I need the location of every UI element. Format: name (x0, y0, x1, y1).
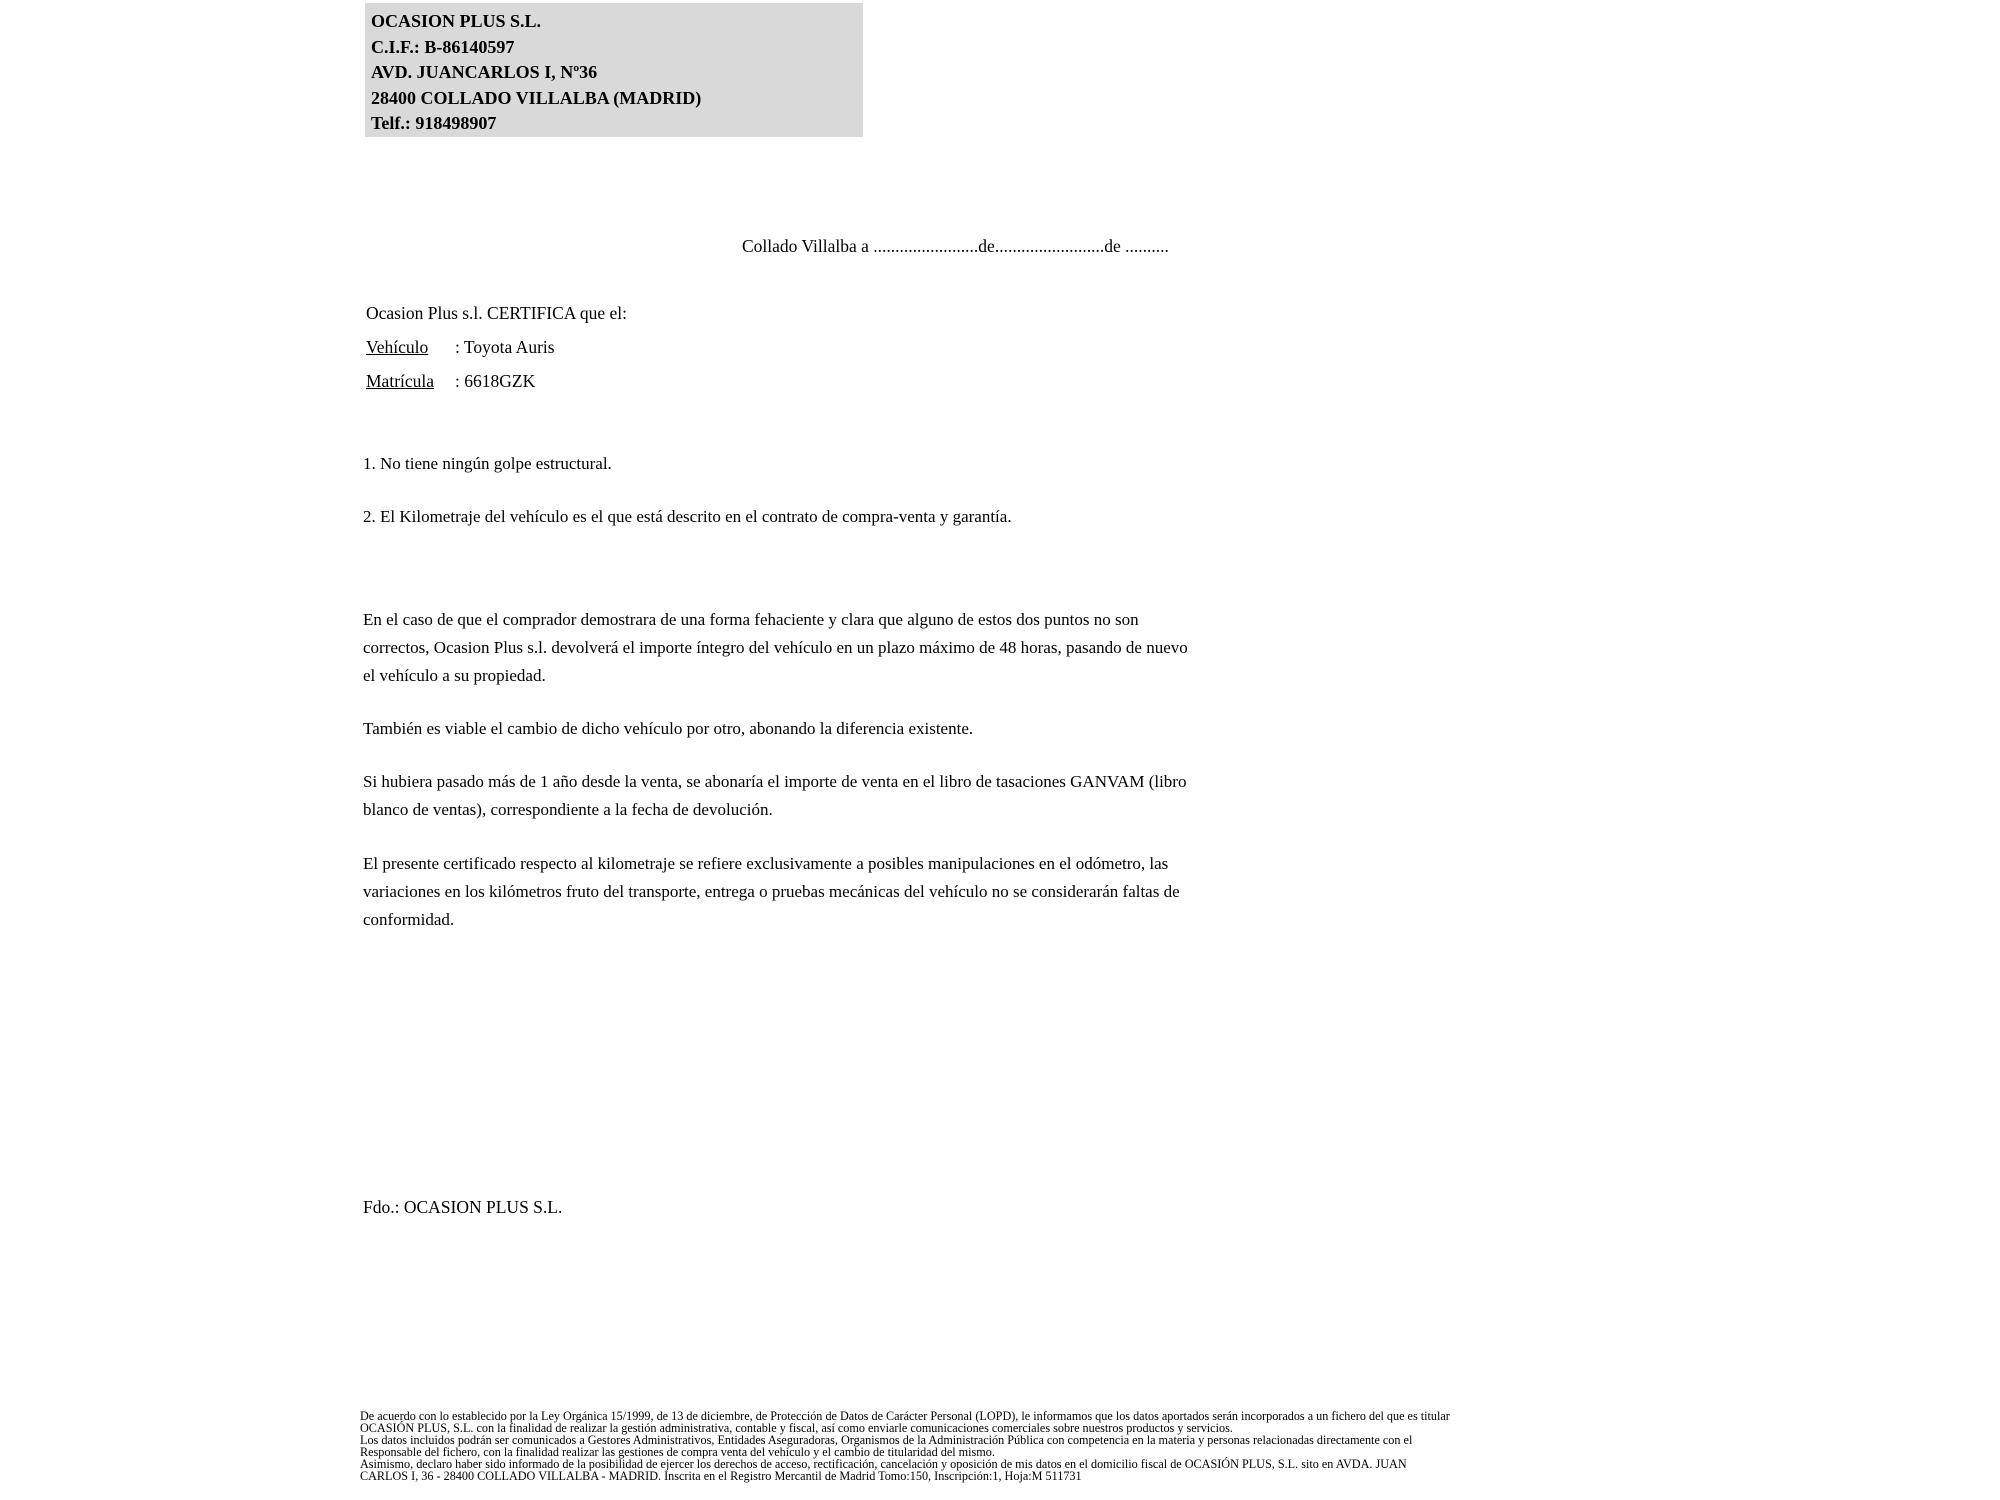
legal-footer-line-5: Asimismo, declaro haber sido informado de la posibilidad de ejercer los derechos de acceso, rectificación, cancelación y oposición de mis datos en el domicilio fiscal de OCASIÓN PLUS, S.L. sito en AVDA. JUAN (360, 1457, 1407, 1471)
company-cif: C.I.F.: B-86140597 (371, 36, 515, 57)
odometer-clause-paragraph: El presente certificado respecto al kilometraje se refiere exclusivamente a posibles manipulaciones en el odómetro, las variaciones en los kilómetros fruto del transporte, entrega o pruebas mecánicas del vehículo no se considerarán faltas de conformidad. (363, 854, 1180, 929)
legal-footer-line-1: De acuerdo con lo establecido por la Ley Orgánica 15/1999, de 13 de diciembre, de Protección de Datos de Carácter Personal (LOPD), le informamos que los datos aportados serán incorporados a un fichero del que es titular (360, 1409, 1450, 1423)
legal-footer-line-2: OCASIÓN PLUS, S.L. con la finalidad de realizar la gestión administrativa, contable y fiscal, así como enviarle comunicaciones comerciales sobre nuestros productos y servicios. (360, 1421, 1233, 1435)
plate-row (366, 364, 627, 398)
vehicle-value: : Toyota Auris (455, 337, 555, 357)
certified-point-1: 1. No tiene ningún golpe estructural. (363, 454, 612, 473)
legal-footer (360, 1410, 1560, 1482)
signature-line: Fdo.: OCASION PLUS S.L. (363, 1197, 563, 1217)
certified-point-2: 2. El Kilometraje del vehículo es el que está descrito en el contrato de compra-venta y garantía. (363, 507, 1012, 526)
date-fill-in-line: Collado Villalba a ........................de.........................de .......... (742, 236, 1169, 256)
refund-clause-paragraph: En el caso de que el comprador demostrara de una forma fehaciente y clara que alguno de estos dos puntos no son correctos, Ocasion Plus s.l. devolverá el importe íntegro del vehículo en un plazo máximo de 48 horas, pasando de nuevo el vehículo a su propiedad. (363, 610, 1188, 685)
plate-value: : 6618GZK (455, 371, 536, 391)
legal-footer-line-4: Responsable del fichero, con la finalidad realizar las gestiones de compra venta del vehículo y el cambio de titularidad del mismo. (360, 1445, 995, 1459)
vehicle-label: Vehículo (366, 337, 429, 357)
company-address: AVD. JUANCARLOS I, Nº36 (371, 62, 598, 82)
company-phone: Telf.: 918498907 (371, 113, 497, 133)
company-header-box (365, 3, 863, 137)
legal-footer-line-6: CARLOS I, 36 - 28400 COLLADO VILLALBA - MADRID. Inscrita en el Registro Mercantil de Madrid Tomo:150, Inscripción:1, Hoja:M 511731 (360, 1469, 1082, 1483)
company-city: 28400 COLLADO VILLALBA (MADRID) (371, 87, 702, 108)
certificate-subject-block (366, 296, 627, 398)
legal-footer-line-3: Los datos incluidos podrán ser comunicados a Gestores Administrativos, Entidades Aseguradoras, Organismos de la Administración Pública con competencia en la materia y personas relacionadas directamente con el (360, 1433, 1413, 1447)
company-name: OCASION PLUS S.L. (371, 11, 542, 31)
ganvam-clause-paragraph: Si hubiera pasado más de 1 año desde la venta, se abonaría el importe de venta en el libro de tasaciones GANVAM (libro blanco de ventas), correspondiente a la fecha de devolución. (363, 772, 1187, 819)
exchange-clause-paragraph: También es viable el cambio de dicho vehículo por otro, abonando la diferencia existente. (363, 719, 974, 738)
plate-label: Matrícula (366, 371, 435, 391)
certificate-intro: Ocasion Plus s.l. CERTIFICA que el: (366, 303, 627, 323)
vehicle-row (366, 330, 627, 364)
